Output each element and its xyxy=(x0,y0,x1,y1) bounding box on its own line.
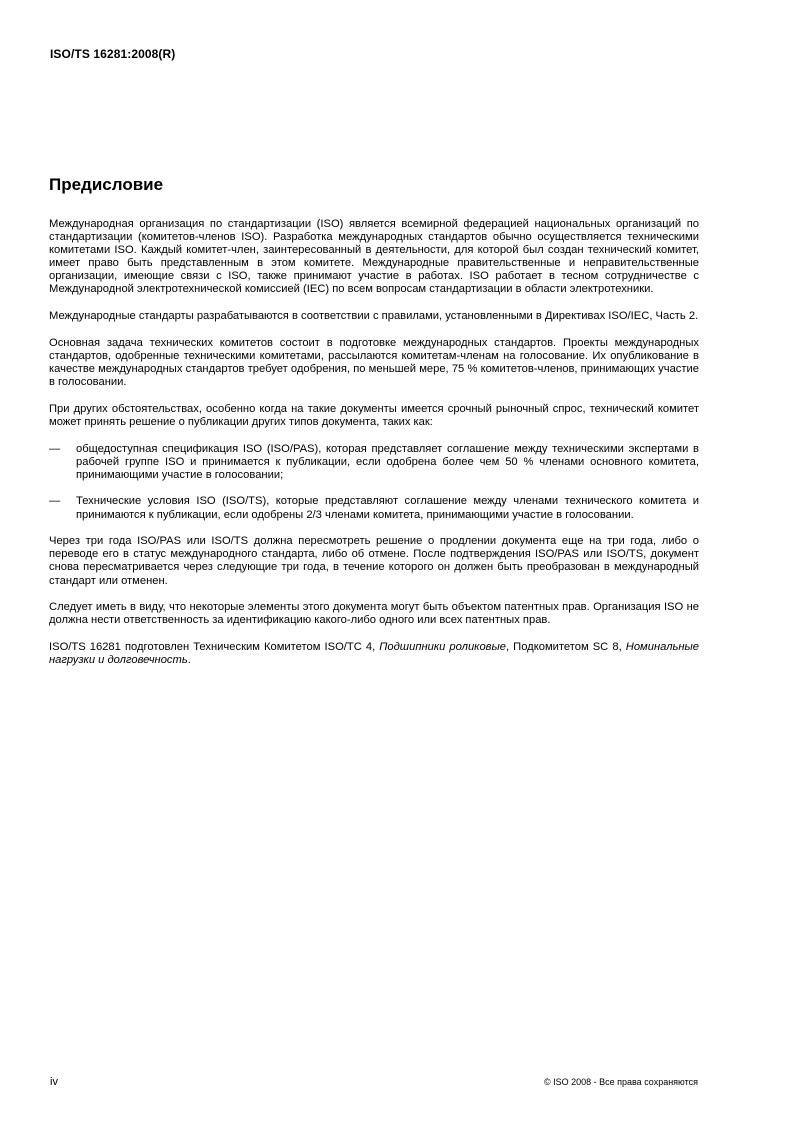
page-number: iv xyxy=(50,1076,58,1088)
paragraph-intro: Международная организация по стандартизации (ISO) является всемирной федерацией национальных организаций по стандартизации (комитетов-членов ISO). Разработка международных стандартов обычно осуществляется техническими комитетами ISO. Каждый комитет-член, заинтересованный в деятельности, для которой был создан технический комитет, имеет право быть представленным в этом комитете. Международные правительственные и неправительственные организации, имеющие связи с ISO, также принимают участие в работах. ISO работает в тесном сотрудничестве с Международной электротехнической комиссией (IEC) по всем вопросам стандартизации в области электротехники. xyxy=(49,218,699,296)
paragraph-other-documents: При других обстоятельствах, особенно когда на такие документы имеется срочный рыночный спрос, технический комитет может принять решение о публикации других типов документа, таких как: xyxy=(49,402,699,428)
list-item-iso-ts xyxy=(49,495,699,521)
subcommittee-name-italic: Номинальные нагрузки и долговечность xyxy=(49,641,699,667)
paragraph-committees: Основная задача технических комитетов состоит в подготовке международных стандартов. Проекты международных стандартов, одобренные техническими комитетами, рассылаются комитетам-членам на голосование. Их опубликование в качестве международных стандартов требует одобрения, по меньшей мере, 75 % комитетов-членов, принимающих участие в голосовании. xyxy=(49,336,699,389)
dash-bullet: — xyxy=(49,442,61,455)
paragraph-prepared-by xyxy=(49,641,699,667)
list-item-text: общедоступная спецификация ISO (ISO/PAS), которая представляет соглашение между техническими экспертами в рабочей группе ISO и принимается к публикации, если одобрена более чем 50 % членами основного комитета, принимающими участие в голосовании; xyxy=(76,442,699,481)
paragraph-patents: Следует иметь в виду, что некоторые элементы этого документа могут быть объектом патентных прав. Организация ISO не должна нести ответственность за идентификацию какого-либо одного или всех патентных прав. xyxy=(49,601,699,627)
paragraph-review: Через три года ISO/PAS или ISO/TS должна пересмотреть решение о продлении документа еще на три года, либо о переводе его в статус международного стандарта, либо об отмене. После подтверждения ISO/PAS или ISO/TS, документ снова пересматривается через следующие три года, в течение которого он должен быть преобразован в международный стандарт или отменен. xyxy=(49,535,699,587)
committee-name-italic: Подшипники роликовые xyxy=(379,641,506,653)
foreword-body xyxy=(49,218,699,681)
prepared-by-text-2: , Подкомитетом SC 8, xyxy=(505,641,626,653)
list-item-iso-pas xyxy=(49,443,699,482)
prepared-by-text-3: . xyxy=(187,654,191,667)
document-id: ISO/TS 16281:2008(R) xyxy=(50,47,176,61)
dash-bullet: — xyxy=(49,495,61,508)
copyright-notice: © ISO 2008 - Все права сохраняются xyxy=(543,1077,698,1087)
section-heading: Предисловие xyxy=(49,175,164,194)
paragraph-directives: Международные стандарты разрабатываются в соответствии с правилами, установленными в Директивах ISO/IEC, Часть 2. xyxy=(49,310,699,323)
prepared-by-text-1: ISO/TS 16281 подготовлен Техническим Комитетом ISO/TC 4, xyxy=(49,641,380,653)
list-item-text: Технические условия ISO (ISO/TS), которые представляют соглашение между членами технического комитета и принимаются к публикации, если одобрены 2/3 членами комитета, принимающими участие в голосовании. xyxy=(76,495,699,521)
